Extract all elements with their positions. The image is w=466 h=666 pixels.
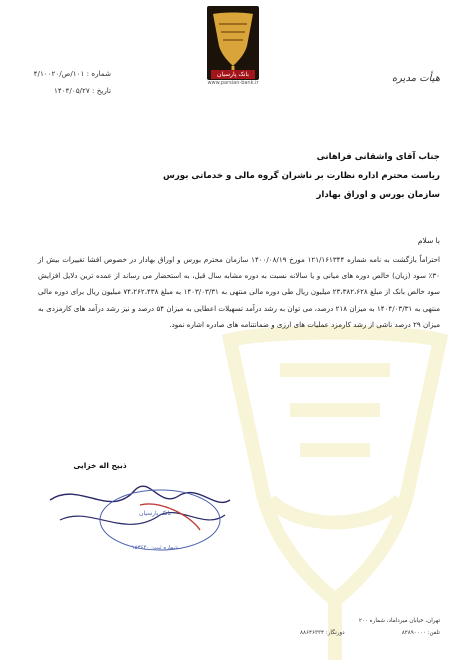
- stamp-registration: شماره ثبت: ۱۵۳۶۴۰: [131, 545, 179, 551]
- signer-name: ذبیح اله خزایی: [73, 461, 127, 470]
- addressee-organization: سازمان بورس و اوراق بهادار: [316, 190, 440, 200]
- addressee-title: ریاست محترم اداره نظارت بر ناشران گروه مالی و خدماتی بورس: [163, 171, 440, 181]
- stamp-bank-name: بانک پارسیان: [139, 510, 171, 517]
- letter-body: احتراماً بازگشت به نامه شماره ۱۲۱/۱۶۱۳۴۴ مورخ ۱۴۰۰/۰۸/۱۹ سازمان محترم بورس و اوراق بهادار در خصوص افشا تغییرات بیش از ۳۰٪ سود (زیان) خالص دوره های میانی و یا سالانه نسبت به دوره مشابه سال قبل، به استحضار می رساند از عمده ترین دلایل افزایش سود خالص بانک از مبلغ ۲۳،۳۸۲،۶۲۸ میلیون ریال طی دوره مالی منتهی به ۱۴۰۳/۰۳/۳۱ به مبلغ ۷۴،۲۶۲،۴۳۸ میلیون ریال برای دوره مالی منتهی به ۱۴۰۴/۰۳/۳۱ به میزان ۲۱۸ درصد، می توان به رشد درآمد تسهیلات اعطایی به میزان ۵۴ درصد و نیز رشد درآمد های کارمزدی به میزان ۲۹ درصد ناشی از رشد کارمزد عملیات های ارزی و ضمانتنامه های صادره اشاره نمود.: [38, 255, 440, 329]
- board-label: هیأت مدیره: [391, 73, 440, 84]
- footer-address: تهران، خیابان میرداماد، شماره ۲۰۰: [358, 618, 440, 624]
- addressee-name: جناب آقای واشقانی فراهانی: [316, 152, 440, 162]
- letter-date: تاریخ : ۱۴۰۴/۰۵/۲۷: [53, 86, 111, 95]
- rhyton-logo-icon: [207, 6, 259, 80]
- bank-website: www.parsian-bank.ir: [207, 80, 259, 86]
- bank-logo: [207, 6, 259, 80]
- watermark-logo: [210, 300, 460, 666]
- footer-phone: تلفن: ۸۲۸۹۰۰۰۰: [401, 630, 440, 636]
- logo-text: بانک پارسیان: [211, 70, 255, 79]
- footer-fax: دورنگار: ۸۸۶۴۶۳۳۴: [300, 630, 345, 636]
- salutation: با سلام: [417, 236, 440, 245]
- footer-contacts: [300, 630, 440, 636]
- letter-number: شماره : ۱۰۱/ص/۴/۱۰۰۲۰: [33, 69, 111, 78]
